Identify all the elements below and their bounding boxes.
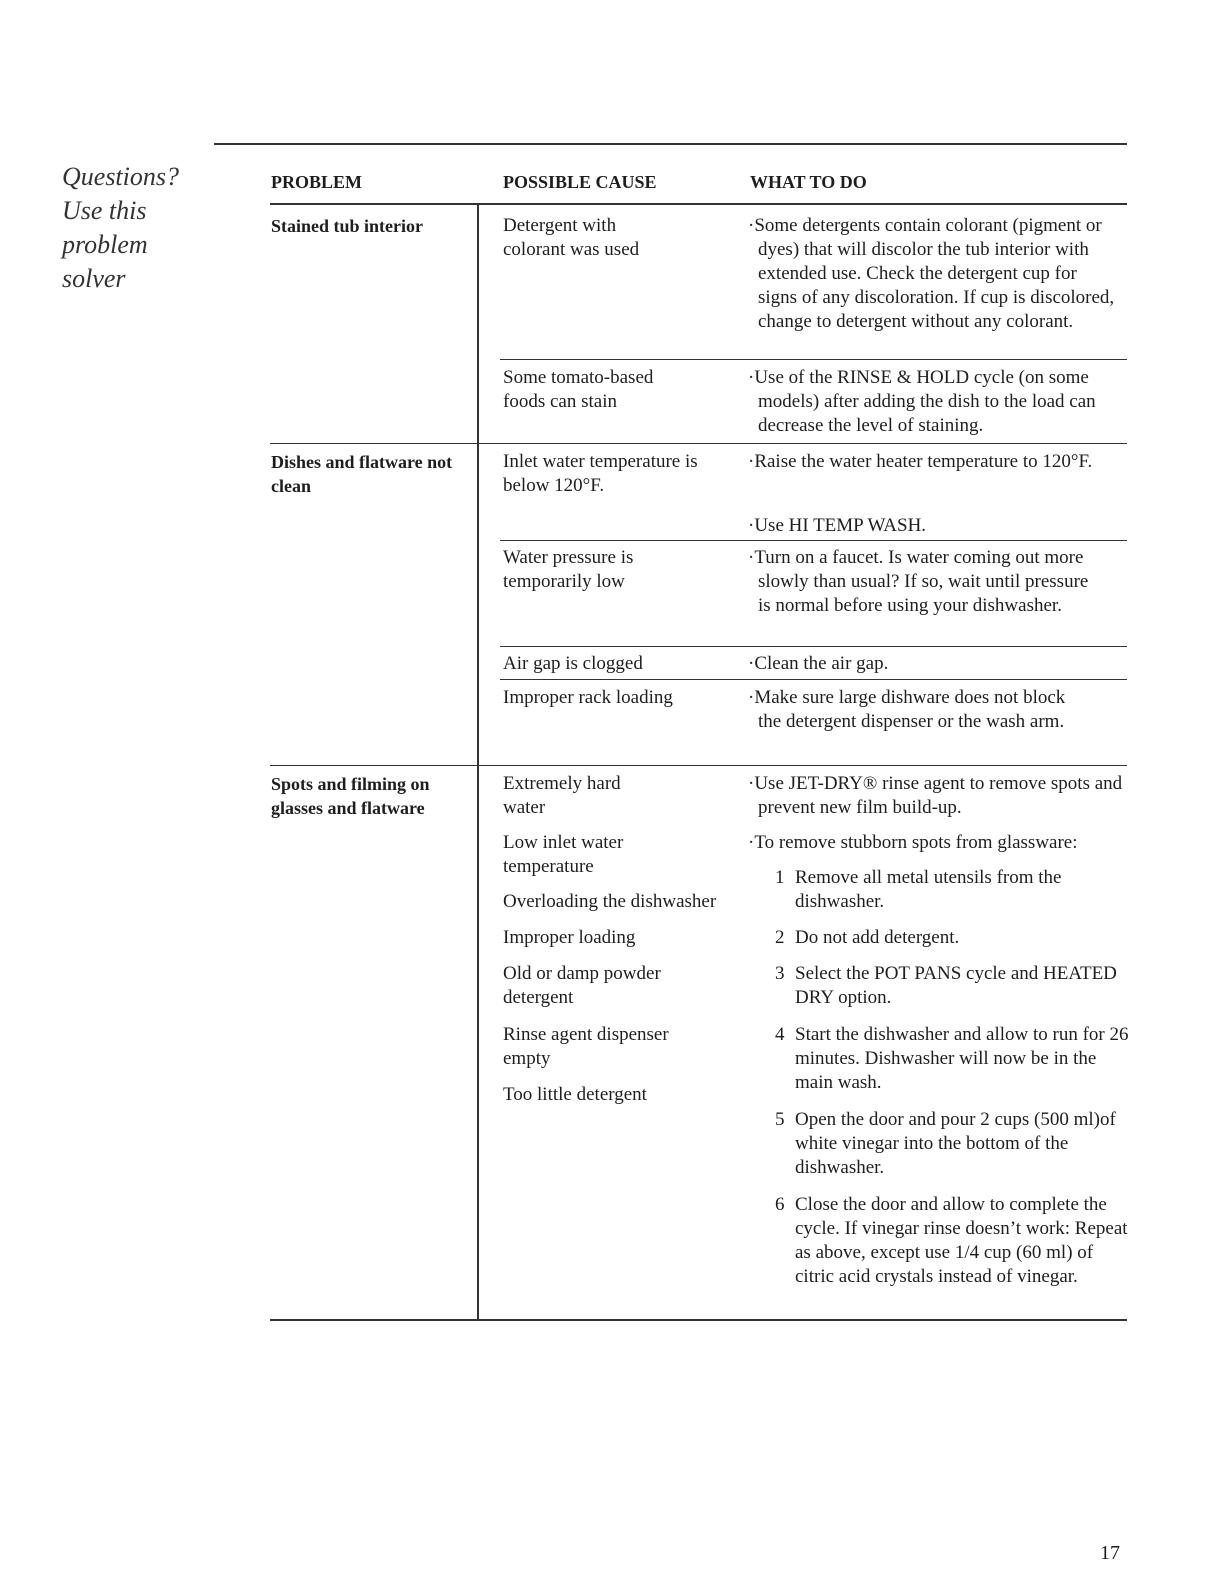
todo-item: ·Use HI TEMP WASH. — [748, 515, 927, 536]
step-6 — [775, 1193, 1130, 1289]
step-5 — [775, 1108, 1130, 1180]
step-2 — [775, 926, 1130, 950]
todo-item: ·Make sure large dishware does not block the detergent dispenser or the wash arm. — [748, 687, 1066, 732]
cause-item: Some tomato-based foods can stain — [503, 367, 654, 412]
cause-item: Too little detergent — [503, 1084, 647, 1105]
page-number: 17 — [1100, 1542, 1120, 1564]
cause-item: Low inlet water temperature — [503, 832, 624, 877]
sidebar-line: Use this — [62, 196, 147, 225]
cause-item: Old or damp powder detergent — [503, 963, 661, 1008]
cause-item: Overloading the dishwasher — [503, 891, 717, 912]
step-number: 5 — [775, 1109, 785, 1130]
row-divider — [500, 540, 1127, 541]
step-text: Start the dishwasher and allow to run for 26 minutes. Dishwasher will now be in the main wash. — [795, 1024, 1129, 1093]
header-problem: PROBLEM — [271, 172, 363, 192]
todo-item: ·Raise the water heater temperature to 120°F. — [748, 451, 1093, 472]
step-4 — [775, 1023, 1130, 1095]
todo-item: ·Use of the RINSE & HOLD cycle (on some models) after adding the dish to the load can decrease the level of staining. — [748, 367, 1096, 436]
cause-item: Water pressure is temporarily low — [503, 547, 634, 592]
step-text: Select the POT PANS cycle and HEATED DRY option. — [795, 963, 1117, 1008]
step-text: Open the door and pour 2 cups (500 ml)of white vinegar into the bottom of the dishwasher. — [795, 1109, 1116, 1178]
header-todo: WHAT TO DO — [750, 172, 867, 192]
todo-item: ·To remove stubborn spots from glassware: — [748, 832, 1078, 853]
todo-item: ·Clean the air gap. — [748, 653, 889, 674]
step-text: Remove all metal utensils from the dishwasher. — [795, 867, 1062, 912]
top-rule — [214, 143, 1127, 145]
sidebar-line: solver — [62, 264, 126, 293]
sidebar-heading — [62, 160, 222, 296]
cause-item: Extremely hard water — [503, 773, 621, 818]
step-number: 4 — [775, 1024, 785, 1045]
bottom-rule — [270, 1319, 1127, 1321]
todo-item: ·Some detergents contain colorant (pigment or dyes) that will discolor the tub interior with extended use. Check the detergent cup for signs of any discoloration. If cup is discolored, change to detergent without any colorant. — [748, 215, 1115, 332]
cause-item: Improper rack loading — [503, 687, 673, 708]
problem-stained-tub: Stained tub interior — [271, 216, 424, 236]
sidebar-line: Questions? — [62, 162, 179, 191]
header-rule — [270, 203, 1127, 205]
cause-item: Air gap is clogged — [503, 653, 643, 674]
row-divider — [270, 765, 1127, 766]
cause-item: Rinse agent dispenser empty — [503, 1024, 669, 1069]
step-number: 6 — [775, 1194, 785, 1215]
row-divider — [500, 646, 1127, 647]
column-divider — [477, 203, 479, 1319]
todo-item: ·Use JET-DRY® rinse agent to remove spots and prevent new film build-up. — [748, 773, 1123, 818]
step-text: Do not add detergent. — [795, 927, 960, 948]
step-3 — [775, 962, 1130, 1010]
row-divider — [270, 443, 1127, 444]
step-number: 2 — [775, 927, 785, 948]
cause-item: Inlet water temperature is below 120°F. — [503, 451, 698, 496]
step-text: Close the door and allow to complete the cycle. If vinegar rinse doesn’t work: Repeat as above, except use 1/4 cup (60 ml) of citric acid crystals instead of vinegar. — [795, 1194, 1128, 1287]
cause-item: Detergent with colorant was used — [503, 215, 640, 260]
cause-item: Improper loading — [503, 927, 636, 948]
header-cause: POSSIBLE CAUSE — [503, 172, 657, 192]
row-divider — [500, 359, 1127, 360]
step-number: 3 — [775, 963, 785, 984]
row-divider — [500, 679, 1127, 680]
problem-spots-filming: Spots and filming on glasses and flatware — [271, 774, 430, 818]
problem-not-clean: Dishes and flatware not clean — [271, 452, 453, 496]
sidebar-line: problem — [62, 230, 148, 259]
step-number: 1 — [775, 867, 785, 888]
step-1 — [775, 866, 1130, 914]
todo-item: ·Turn on a faucet. Is water coming out more slowly than usual? If so, wait until pressure is normal before using your dishwasher. — [748, 547, 1089, 616]
